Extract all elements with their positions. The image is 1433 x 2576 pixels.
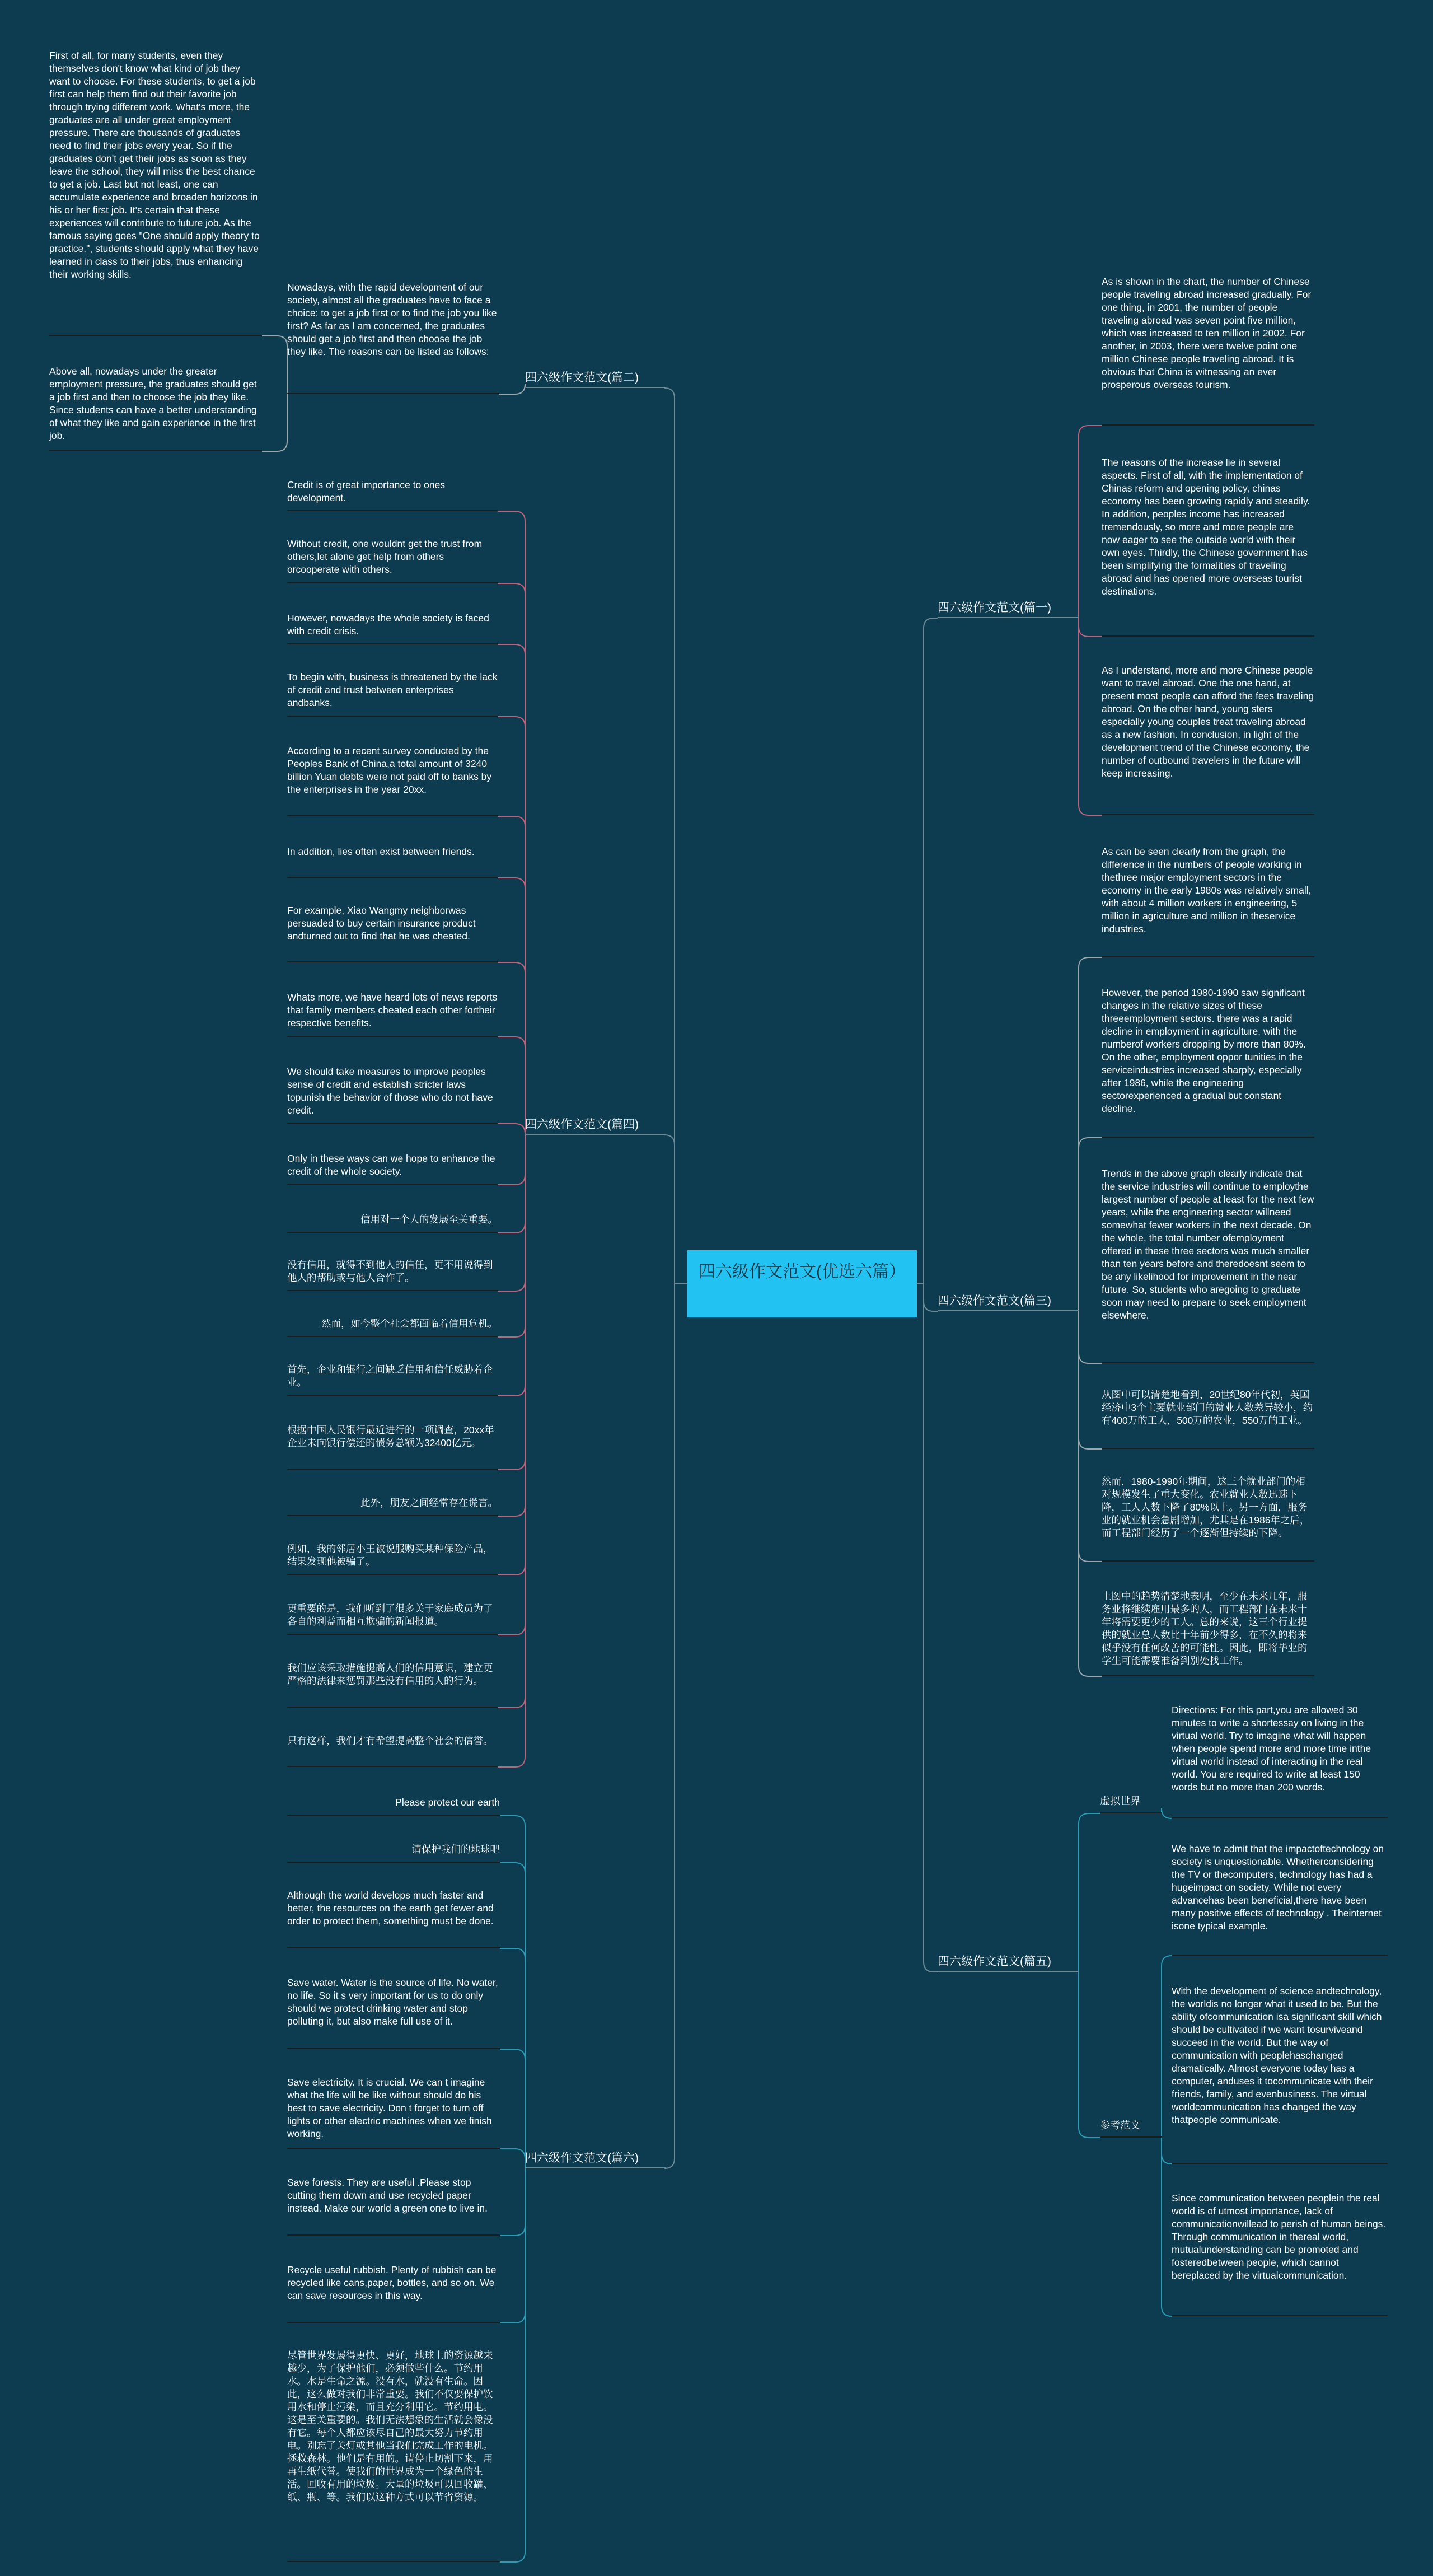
essay-4-item: According to a recent survey conducted by the Peoples Bank of China,a total amount of 3240 billion Yuan debts were not paid off to banks by the enterprises in the year 20xx.	[287, 745, 498, 816]
essay-3-paragraph: 从图中可以清楚地看到，20世纪80年代初，英国经济中3个主要就业部门的就业人数差异较小，约有400万的工人，500万的农业，550万的工业。	[1102, 1388, 1314, 1449]
essay-6-item: Save water. Water is the source of life. No water, no life. So it s very important for us to do only should we protect drinking water and stop polluting it, but also make full use of it.	[287, 1976, 500, 2049]
essay-4-item: 只有这样，我们才有希望提高整个社会的信誉。	[287, 1735, 498, 1767]
branch-connector	[924, 1284, 938, 1311]
leaf-connector	[498, 878, 525, 1135]
essay-4-item: 然而，如今整个社会都面临着信用危机。	[287, 1317, 498, 1337]
essay-5-paragraph: We have to admit that the impactoftechnology on society is unquestionable. Whetherconsidering the TV or thecomputers, technology has had a hugeimpact on society. While not every advancehas been beneficial,there have been many positive effects of technology . Theinternet isone typical example.	[1172, 1843, 1388, 1956]
leaf-connector	[498, 717, 525, 1135]
essay-1-paragraph: As is shown in the chart, the number of Chinese people traveling abroad increased gradually. For one thing, in 2001, the number of people traveling abroad was seven point five million, which was increased to ten million in 2002. For another, in 2003, there were twelve point one million Chinese people traveling abroad. It is obvious that China is witnessing an ever prosperous overseas tourism.	[1102, 275, 1314, 426]
leaf-connector	[498, 1135, 525, 1767]
essay-4-item: 例如，我的邻居小王被说服购买某种保险产品，结果发现他被骗了。	[287, 1542, 498, 1575]
essay-3-paragraph: Trends in the above graph clearly indicate that the service industries will continue to employthe largest number of people at least for the next few years, while the engineering sector willneed somewhat fewer workers in the next decade. On the whole, the total number ofemployment offered in these three sectors was much smaller than ten years before and theredoesnt seem to be any likelihood for improvement in the near future. So, students who aregoing to graduate soon may need to prepare to seek employment elsewhere.	[1102, 1167, 1314, 1363]
essay-4-item: Whats more, we have heard lots of news reports that family members cheated each other fortheir respective benefits.	[287, 991, 498, 1037]
essay-1-paragraph: As I understand, more and more Chinese people want to travel abroad. One the one hand, at present most people can afford the fees traveling abroad. On the other hand, young sters especially young couples treat traveling abroad as a new fashion. In conclusion, in light of the development trend of the Chinese economy, the number of outbound travelers in the future will keep increasing.	[1102, 664, 1314, 815]
leaf-connector	[500, 2149, 525, 2168]
leaf-connector	[499, 384, 525, 394]
essay-4-item: Credit is of great importance to ones development.	[287, 479, 498, 511]
essay-5-paragraph: With the development of science andtechnology, the worldis no longer what it used to be. But the ability ofcommunication isa significant skill which should be cultivated if we want tosurviveand succeed in the world. But the way of communication with peoplehaschanged dramatically. Almost everyone today has a computer, anduses it tocommunicate with their friends, family, and evenbusiness. The virtual worldcommunication has changed the way thatpeople communicate.	[1172, 1985, 1388, 2164]
essay-2-intro: Nowadays, with the rapid development of our society, almost all the graduates have to face a choice: to get a job first or to find the job you like first? As far as I am concerned, the graduates should get a job first and then choose the job they like. The reasons can be listed as follows:	[287, 281, 499, 394]
essay-3-paragraph: 上图中的趋势清楚地表明，至少在未来几年，服务业将继续雇用最多的人，而工程部门在未来十年将需要更少的工人。总的来说，这三个行业提供的就业总人数比十年前少得多，在不久的将来似乎没有任何改善的可能性。因此，即将毕业的学生可能需要准备到别处找工作。	[1102, 1590, 1314, 1676]
leaf-connector	[500, 2168, 525, 2236]
essay-5-directions: Directions: For this part,you are allowed 30 minutes to write a shortessay on living in the virtual world. Try to imagine what will happen when people spend more and more time inthe virtual world instead of interacting in the real world. You are required to write at least 150 words but no more than 200 words.	[1172, 1704, 1388, 1818]
leaf-connector	[498, 1037, 525, 1135]
mindmap-root-title: 四六级作文范文(优选六篇）	[687, 1250, 917, 1317]
essay-2-reason-1: First of all, for many students, even they themselves don't know what kind of job they want to choose. For these students, to get a job first can help them find out their favorite job through trying different work. What's more, the graduates are all under great employment pressure. There are thousands of graduates need to find their jobs every year. So if the graduates don't get their jobs as soon as they leave the school, they will miss the best chance to get a job. Last but not least, one can accumulate experience and broaden horizons in his or her first job. It's certain that these experiences will contribute to future job. As the famous saying goes "One should apply theory to practice.", students should apply what they have learned in class to their jobs, thus enhancing their working skills.	[49, 49, 262, 336]
leaf-connector	[498, 1135, 525, 1575]
branch-essay-1: 四六级作文范文(篇一)	[938, 598, 1079, 618]
leaf-connector	[500, 2168, 525, 2562]
leaf-connector	[1079, 1311, 1102, 1363]
branch-essay-3: 四六级作文范文(篇三)	[938, 1291, 1079, 1311]
essay-5-sample-label: 参考范文	[1100, 2119, 1162, 2138]
essay-6-item: Recycle useful rubbish. Plenty of rubbish can be recycled like cans,paper, bottles, and so on. We can save resources in this way.	[287, 2264, 500, 2323]
leaf-connector	[1079, 1972, 1100, 2138]
leaf-connector	[498, 1135, 525, 1516]
leaf-connector	[1079, 1813, 1100, 1972]
essay-4-item: We should take measures to improve peoples sense of credit and establish stricter laws topunish the behavior of those who do not have credit.	[287, 1065, 498, 1124]
leaf-connector	[1079, 957, 1102, 1311]
leaf-connector	[1079, 1138, 1102, 1311]
leaf-connector	[500, 2168, 525, 2323]
leaf-connector	[498, 1135, 525, 1396]
leaf-connector	[498, 816, 525, 1135]
branch-essay-4: 四六级作文范文(篇四)	[525, 1115, 666, 1135]
leaf-connector	[1079, 618, 1102, 815]
branch-essay-5: 四六级作文范文(篇五)	[938, 1952, 1079, 1972]
leaf-connector	[498, 1135, 525, 1291]
leaf-connector	[500, 1863, 525, 2168]
essay-4-item: 更重要的是，我们听到了很多关于家庭成员为了各自的利益而相互欺骗的新闻报道。	[287, 1602, 498, 1635]
essay-4-item: Only in these ways can we hope to enhance the credit of the whole society.	[287, 1152, 498, 1185]
leaf-connector	[262, 394, 287, 451]
essay-4-item: In addition, lies often exist between friends.	[287, 845, 498, 878]
leaf-connector	[498, 583, 525, 1135]
leaf-connector	[498, 1135, 525, 1708]
essay-3-paragraph: As can be seen clearly from the graph, the difference in the numbers of people working in thethree major employment sectors in the economy in the early 1980s was relatively small, with about 4 million workers in engineering, 5 million in agriculture and million in theservice industries.	[1102, 845, 1314, 957]
essay-4-item: 信用对一个人的发展至关重要。	[287, 1213, 498, 1233]
leaf-connector	[1079, 1311, 1102, 1562]
essay-4-item: 没有信用，就得不到他人的信任，更不用说得到他人的帮助或与他人合作了。	[287, 1259, 498, 1291]
leaf-connector	[1079, 618, 1102, 637]
leaf-connector	[262, 336, 287, 394]
leaf-connector	[1162, 1956, 1172, 2138]
essay-5-paragraph: Since communication between peoplein the real world is of utmost importance, lack of communicationwillead to perish of human beings. Through communication in thereal world, mutualunderstanding can be promoted and fosteredbetween people, which cannot bereplaced by the virtualcommunication.	[1172, 2192, 1388, 2316]
essay-2-reason-2: Above all, nowadays under the greater employment pressure, the graduates should get a job first and then to choose the job they like. Since students can have a better understanding of what they like and gain experience in the first job.	[49, 365, 262, 451]
leaf-connector	[500, 1948, 525, 2168]
essay-4-item: 根据中国人民银行最近进行的一项调查，20xx年企业未向银行偿还的债务总额为32400亿元。	[287, 1424, 498, 1470]
essay-6-item: 请保护我们的地球吧	[287, 1843, 500, 1863]
leaf-connector	[1162, 2138, 1172, 2164]
essay-3-paragraph: 然而，1980-1990年期间，这三个就业部门的相对规模发生了重大变化。农业就业人数迅速下降，工人人数下降了80%以上。另一方面，服务业的就业机会急剧增加，尤其是在1986年之后，而工程部门经历了一个逐渐但持续的下降。	[1102, 1475, 1314, 1562]
essay-3-paragraph: However, the period 1980-1990 saw significant changes in the relative sizes of these threeemployment sectors. there was a rapid decline in employment in agriculture, with the numberof workers dropping by more than 80%. On the other, employment oppor tunities in the serviceindustries increased sharply, especially after 1986, while the engineering sectorexperienced a gradual but constant decline.	[1102, 987, 1314, 1138]
branch-connector	[664, 388, 675, 1284]
leaf-connector	[1162, 1808, 1172, 1818]
leaf-connector	[498, 962, 525, 1135]
leaf-connector	[498, 1135, 525, 1185]
leaf-connector	[498, 1135, 525, 1635]
leaf-connector	[1079, 1311, 1102, 1676]
branch-essay-6: 四六级作文范文(篇六)	[525, 2148, 666, 2168]
essay-6-item: Although the world develops much faster and better, the resources on the earth get fewer and order to protect them, something must be done.	[287, 1889, 500, 1948]
essay-4-item: 我们应该采取措施提高人们的信用意识，建立更严格的法律来惩罚那些没有信用的人的行为。	[287, 1662, 498, 1708]
leaf-connector	[1079, 1311, 1102, 1449]
essay-4-item: However, nowadays the whole society is faced with credit crisis.	[287, 612, 498, 644]
essay-4-item: 首先，企业和银行之间缺乏信用和信任威胁着企业。	[287, 1363, 498, 1396]
branch-connector	[924, 618, 938, 1284]
essay-6-item: 尽管世界发展得更快、更好，地球上的资源越来越少，为了保护他们，必须做些什么。节约用水。水是生命之源。没有水，就没有生命。因此，这么做对我们非常重要。我们不仅要保护饮用水和停止污染，而且充分利用它。节约用电。这是至关重要的。我们无法想象的生活就会像没有它。每个人都应该尽自己的最大努力节约用电。别忘了关灯或其他当我们完成工作的电机。拯救森林。他们是有用的。请停止切割下来，用再生纸代替。使我们的世界成为一个绿色的生活。回收有用的垃圾。大量的垃圾可以回收罐、纸、瓶、等。我们以这种方式可以节省资源。	[287, 2349, 500, 2562]
leaf-connector	[1079, 426, 1102, 618]
branch-connector	[664, 1284, 675, 2168]
leaf-connector	[498, 1124, 525, 1135]
leaf-connector	[498, 511, 525, 1135]
leaf-connector	[498, 1135, 525, 1337]
branch-essay-2: 四六级作文范文(篇二)	[525, 368, 666, 388]
branch-connector	[924, 1284, 938, 1972]
branch-connector	[664, 1135, 675, 1284]
essay-6-item: Save forests. They are useful .Please stop cutting them down and use recycled paper instead. Make our world a green one to live in.	[287, 2176, 500, 2236]
essay-4-item: 此外，朋友之间经常存在谎言。	[287, 1497, 498, 1516]
essay-4-item: For example, Xiao Wangmy neighborwas persuaded to buy certain insurance product andturned out to find that he was cheated.	[287, 904, 498, 962]
essay-4-item: Without credit, one wouldnt get the trust from others,let alone get help from others orcooperate with others.	[287, 537, 498, 583]
essay-5-topic-label: 虚拟世界	[1100, 1794, 1162, 1813]
essay-6-item: Please protect our earth	[287, 1796, 500, 1816]
essay-6-item: Save electricity. It is crucial. We can t imagine what the life will be like without should do his best to save electricity. Don t forget to turn off lights or other electric machines when we finish working.	[287, 2076, 500, 2149]
essay-4-item: To begin with, business is threatened by the lack of credit and trust between enterprises andbanks.	[287, 671, 498, 717]
essay-1-paragraph: The reasons of the increase lie in several aspects. First of all, with the implementation of Chinas reform and opening policy, chinas economy has been growing rapidly and steadily. In addition, peoples income has increased tremendously, so more and more people are now eager to see the outside world with their own eyes. Thirdly, the Chinese government has been simplifying the formalities of traveling abroad and has opened more overseas tourist destinations.	[1102, 456, 1314, 637]
leaf-connector	[500, 1816, 525, 2168]
